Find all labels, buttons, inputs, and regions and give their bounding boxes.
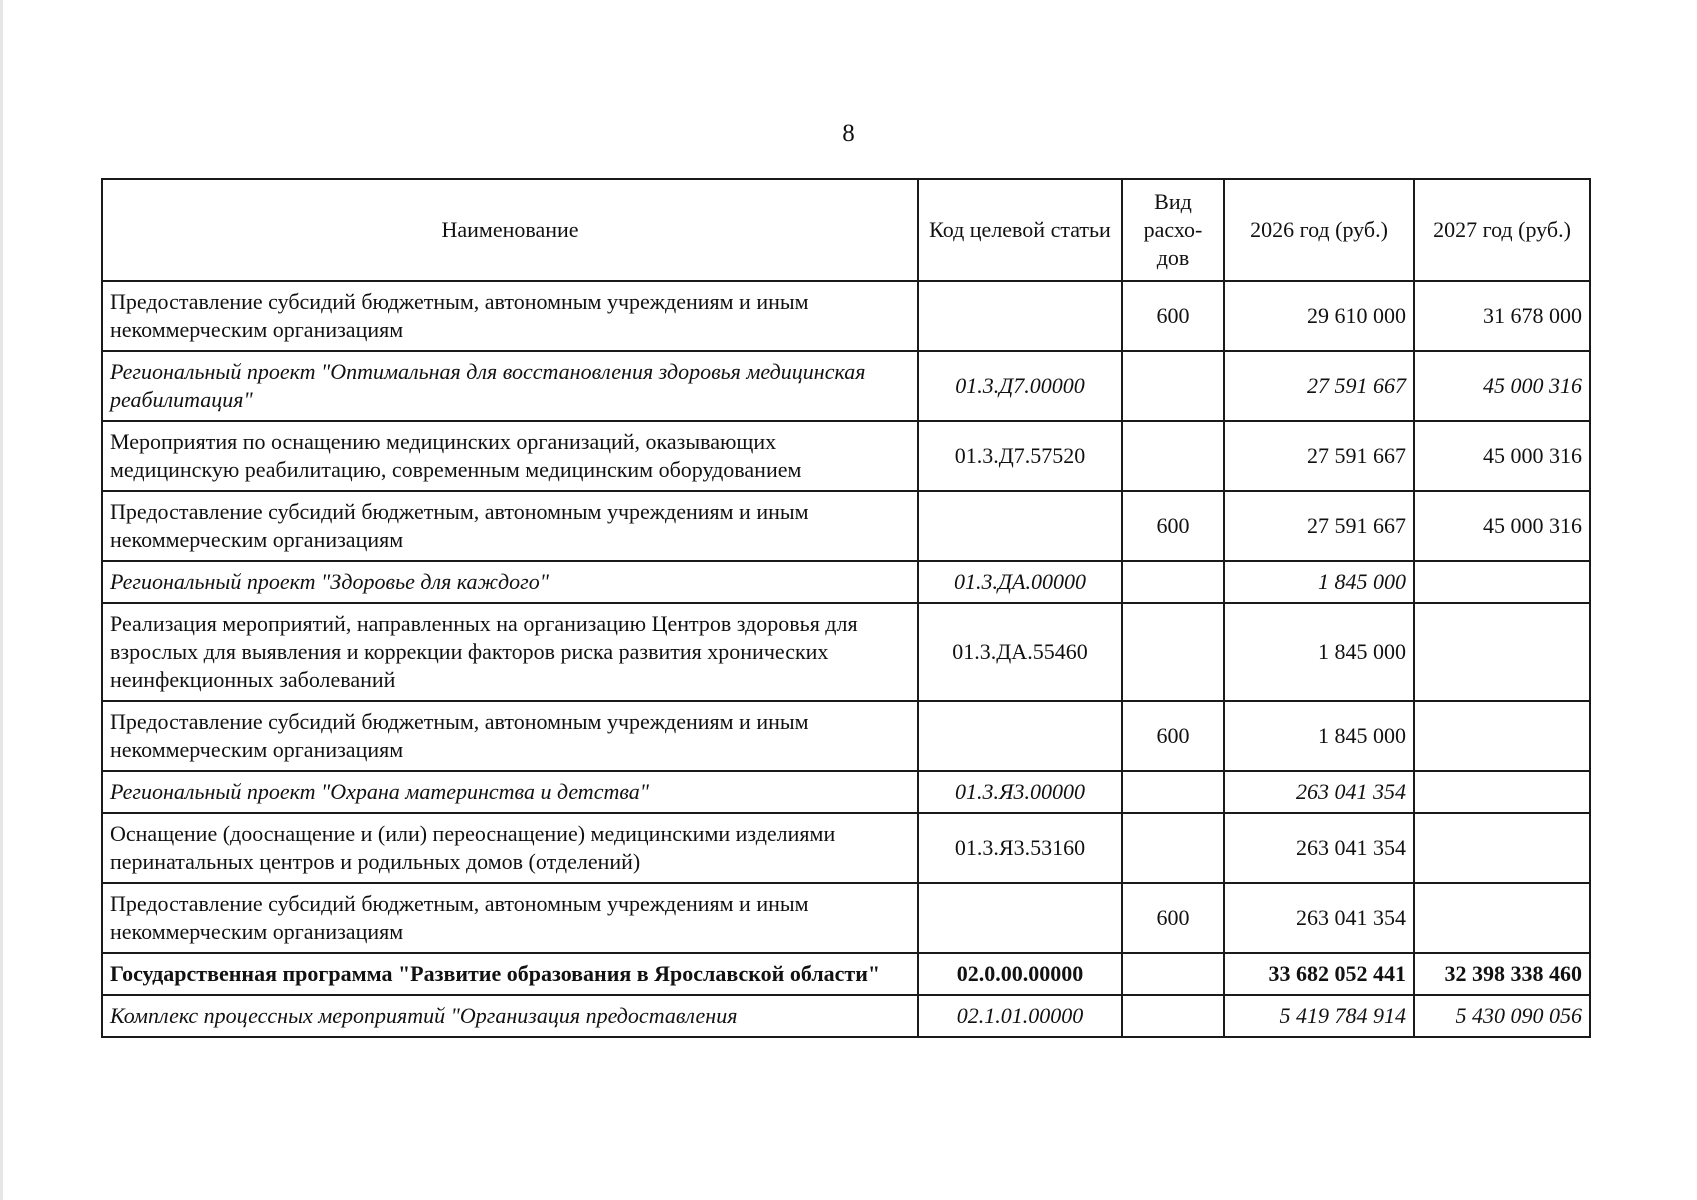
row-2026: 27 591 667 [1224, 491, 1414, 561]
budget-table [101, 178, 1591, 1038]
scan-edge [0, 0, 3, 1200]
row-name: Оснащение (дооснащение и (или) переоснащение) медицинскими изделиями перинатальных центров и родильных домов (отделений) [102, 813, 918, 883]
table-row [102, 421, 1590, 491]
row-2026: 1 845 000 [1224, 701, 1414, 771]
row-type: 600 [1122, 281, 1224, 351]
row-2027: 32 398 338 460 [1414, 953, 1590, 995]
header-2027: 2027 год (руб.) [1414, 179, 1590, 281]
row-code [918, 491, 1122, 561]
row-code: 01.3.ДА.55460 [918, 603, 1122, 701]
row-2026: 29 610 000 [1224, 281, 1414, 351]
row-2027 [1414, 813, 1590, 883]
row-code: 01.3.Д7.00000 [918, 351, 1122, 421]
row-name: Комплекс процессных мероприятий "Организация предоставления [102, 995, 918, 1037]
row-code: 01.3.ДА.00000 [918, 561, 1122, 603]
row-code [918, 281, 1122, 351]
row-2027 [1414, 603, 1590, 701]
table-body [102, 281, 1590, 1037]
page-number: 8 [842, 120, 855, 147]
row-code: 01.3.Я3.53160 [918, 813, 1122, 883]
row-2027 [1414, 561, 1590, 603]
row-code: 01.3.Д7.57520 [918, 421, 1122, 491]
row-name: Предоставление субсидий бюджетным, автономным учреждениям и иным некоммерческим организациям [102, 491, 918, 561]
row-name: Предоставление субсидий бюджетным, автономным учреждениям и иным некоммерческим организациям [102, 281, 918, 351]
row-2026: 33 682 052 441 [1224, 953, 1414, 995]
row-2026: 263 041 354 [1224, 883, 1414, 953]
row-name: Предоставление субсидий бюджетным, автономным учреждениям и иным некоммерческим организациям [102, 701, 918, 771]
row-name: Государственная программа "Развитие образования в Ярославской области" [102, 953, 918, 995]
row-2026: 27 591 667 [1224, 351, 1414, 421]
row-type [1122, 561, 1224, 603]
row-type [1122, 771, 1224, 813]
row-2027: 45 000 316 [1414, 491, 1590, 561]
row-code [918, 701, 1122, 771]
table-row [102, 771, 1590, 813]
row-type [1122, 953, 1224, 995]
table-row [102, 603, 1590, 701]
row-2027: 31 678 000 [1414, 281, 1590, 351]
row-name: Реализация мероприятий, направленных на организацию Центров здоровья для взрослых для выявления и коррекции факторов риска развития хронических неинфекционных заболеваний [102, 603, 918, 701]
row-2027: 5 430 090 056 [1414, 995, 1590, 1037]
row-code [918, 883, 1122, 953]
row-type [1122, 995, 1224, 1037]
table-row [102, 883, 1590, 953]
row-2027 [1414, 701, 1590, 771]
table-row [102, 953, 1590, 995]
row-type: 600 [1122, 883, 1224, 953]
row-2027 [1414, 883, 1590, 953]
header-name: Наименование [102, 179, 918, 281]
row-2027 [1414, 771, 1590, 813]
row-name: Мероприятия по оснащению медицинских организаций, оказывающих медицинскую реабилитацию, современным медицинским оборудованием [102, 421, 918, 491]
row-type: 600 [1122, 491, 1224, 561]
header-code: Код целевой статьи [918, 179, 1122, 281]
row-code: 01.3.Я3.00000 [918, 771, 1122, 813]
row-type: 600 [1122, 701, 1224, 771]
row-name: Региональный проект "Оптимальная для восстановления здоровья медицинская реабилитация" [102, 351, 918, 421]
row-name: Предоставление субсидий бюджетным, автономным учреждениям и иным некоммерческим организациям [102, 883, 918, 953]
row-type [1122, 351, 1224, 421]
row-2026: 1 845 000 [1224, 603, 1414, 701]
row-2026: 263 041 354 [1224, 813, 1414, 883]
table-row [102, 351, 1590, 421]
row-2026: 27 591 667 [1224, 421, 1414, 491]
table-row [102, 491, 1590, 561]
row-2026: 5 419 784 914 [1224, 995, 1414, 1037]
row-2026: 1 845 000 [1224, 561, 1414, 603]
row-2027: 45 000 316 [1414, 351, 1590, 421]
table-row [102, 995, 1590, 1037]
header-row [102, 179, 1590, 281]
header-type: Вид расхо-дов [1122, 179, 1224, 281]
row-type [1122, 813, 1224, 883]
row-2026: 263 041 354 [1224, 771, 1414, 813]
row-type [1122, 421, 1224, 491]
table-row [102, 701, 1590, 771]
header-2026: 2026 год (руб.) [1224, 179, 1414, 281]
row-name: Региональный проект "Здоровье для каждого" [102, 561, 918, 603]
row-type [1122, 603, 1224, 701]
row-2027: 45 000 316 [1414, 421, 1590, 491]
row-code: 02.0.00.00000 [918, 953, 1122, 995]
table-row [102, 281, 1590, 351]
row-code: 02.1.01.00000 [918, 995, 1122, 1037]
row-name: Региональный проект "Охрана материнства и детства" [102, 771, 918, 813]
table-row [102, 561, 1590, 603]
table-row [102, 813, 1590, 883]
